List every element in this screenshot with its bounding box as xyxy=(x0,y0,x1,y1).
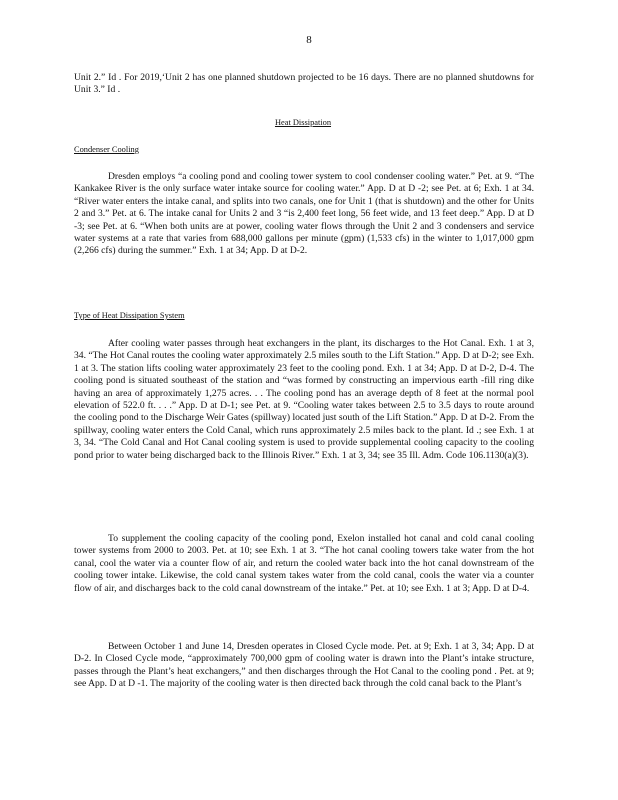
intro-paragraph: Unit 2.” Id . For 2019,‘Unit 2 has one planned shutdown projected to be 16 days. There are no planned shutdowns for Unit 3.” Id . xyxy=(74,72,534,96)
dissipation-system-paragraph: After cooling water passes through heat exchangers in the plant, its discharges to the Hot Canal. Exh. 1 at 3, 34. “The Hot Canal routes the cooling water approximately 2.5 miles south to the Lift Station.” App. D at D-2; see Exh. 1 at 3. The station lifts cooling water approximately 23 feet to the cooling pond. Exh. 1 at 34; App. D at D-2, D-4. The cooling pond is situated southeast of the station and “was formed by constructing an impervious earth -fill ring dike having an area of approximately 1,275 acres. . . The cooling pond has an average depth of 8 feet at the normal pool elevation of 522.0 ft. . . .” App. D at D-1; see Pet. at 9. “Cooling water takes between 2.5 to 3.5 days to route around the cooling pond to the Discharge Weir Gates (spillway) located just south of the Lift Station.” App. D at D-2. From the spillway, cooling water enters the Cold Canal, which runs approximately 2.5 miles back to the plant. Id .; see Exh. 1 at 3, 34. “The Cold Canal and Hot Canal cooling system is used to provide supplemental cooling capacity to the cooling pond prior to water being discharged back to the Illinois River.” Exh. 1 at 3, 34; see 35 Ill. Adm. Code 106.1130(a)(3). xyxy=(74,338,534,461)
closed-cycle-paragraph: Between October 1 and June 14, Dresden operates in Closed Cycle mode. Pet. at 9; Exh. 1 at 3, 34; App. D at D-2. In Closed Cycle mode, “approximately 700,000 gpm of cooling water is drawn into the Plant’s intake structure, passes through the Plant’s heat exchangers,” and then discharges through the Hot Canal to the cooling pond . Pet. at 9; see App. D at D -1. The majority of the cooling water is then directed back through the cold canal back to the Plant’s xyxy=(74,641,534,690)
heading-heat-dissipation-type-text: Type of Heat Dissipation System xyxy=(74,311,185,320)
page-number: 8 xyxy=(306,34,312,46)
condenser-cooling-paragraph: Dresden employs “a cooling pond and cooling tower system to cool condenser cooling water.” Pet. at 9. “The Kankakee River is the only surface water intake source for cooling water.” App. D at D -2; see Pet. at 6; Exh. 1 at 34. “River water enters the intake canal, and splits into two canals, one for Unit 1 (that is shutdown) and the other for Units 2 and 3.” Pet. at 6. The intake canal for Units 2 and 3 “is 2,400 feet long, 56 feet wide, and 13 feet deep.” App. D at D -3; see Pet. at 6. “When both units are at power, cooling water flows through the Unit 2 and 3 condensers and service water systems at a rate that varies from 688,000 gallons per minute (gpm) (1,533 cfs) in the winter to 1,017,000 gpm (2,266 cfs) during the summer.” Exh. 1 at 34; App. D at D-2. xyxy=(74,171,534,257)
heading-condenser-cooling-text: Condenser Cooling xyxy=(74,145,139,154)
heading-heat-dissipation xyxy=(0,118,618,127)
heading-condenser-cooling xyxy=(74,145,155,154)
heading-heat-dissipation-text: Heat Dissipation xyxy=(274,118,332,127)
heading-heat-dissipation-type xyxy=(74,311,201,320)
supplement-paragraph: To supplement the cooling capacity of the cooling pond, Exelon installed hot canal and cold canal cooling tower systems from 2000 to 2003. Pet. at 10; see Exh. 1 at 3. “The hot canal cooling towers take water from the hot canal, cool the water via a counter flow of air, and return the cooled water back into the hot canal downstream of the cooling tower intake. Likewise, the cold canal system takes water from the cold canal, cools the water via a counter flow of air, and discharges back to the cold canal downstream of the intake.” Pet. at 10; see Exh. 1 at 3; App. D at D-4. xyxy=(74,533,534,594)
